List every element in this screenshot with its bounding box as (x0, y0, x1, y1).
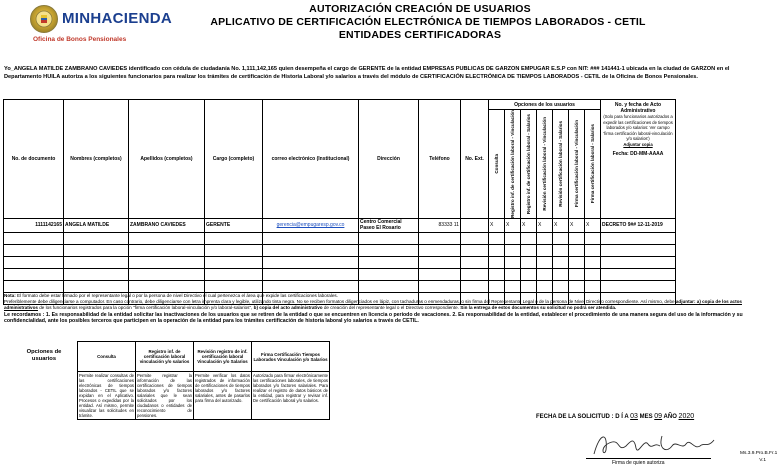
cell-acto: DECRETO 9## 12-11-2019 (601, 218, 676, 232)
brand-name: MINHACIENDA (62, 10, 172, 27)
fecha-anio-label: AÑO (663, 414, 677, 420)
cell-mark-1: X (489, 218, 505, 232)
form-code-line-2: V.1 (759, 458, 766, 463)
cell-mark-7: X (585, 218, 601, 232)
cell-apellidos: ZAMBRANO CAVIEDES (129, 218, 205, 232)
option-header-5: Revisión certificación laboral - Salarios (553, 110, 569, 219)
signature-image (590, 428, 720, 458)
options-header-firma: Firma Certificación Tiempos Laborados Vinculación y/o Salarios (252, 342, 330, 372)
cell-doc: 1111142165 (4, 218, 64, 232)
acto-note: (Solo para funcionarios autorizados a expedir las certificaciones de tiempos laborados y/o salarios: Ver campo 'firma certificación laboral-vinculación y/o salarios') (603, 114, 673, 141)
fecha-mes-label: MES (639, 414, 653, 420)
office-name: Oficina de Bonos Pensionales (33, 36, 127, 43)
acto-fecha-format: Fecha: DD-MM-AAAA (612, 151, 664, 157)
nota-text: El formato debe estar firmado por el representante legal o por la persona de nivel Directivo el cual pertenezca el área que expide las certificaciones laborales. (17, 293, 339, 298)
form-code-line-1: Ms.3.9.Pro.B.Fr.1 (740, 451, 777, 456)
header-apellidos: Apellidos (completos) (129, 100, 205, 219)
table-row (4, 232, 676, 244)
options-desc-consulta: Permite realizar consultas de las certificaciones electrónicas de tiempos laborados - CETIL que se expidan en el Aplicativo. Procesos o expedidas por la entidad. Así mismo, permite visualizar las solicitudes en trámite. (79, 373, 134, 418)
option-header-3: Registro inf. de certificación laboral - Salarios (521, 110, 537, 219)
header-opciones: Opciones de los usuarios (489, 100, 601, 110)
fecha-mes: 09 (654, 413, 663, 420)
header-cargo: Cargo (completo) (205, 100, 263, 219)
options-header-revision: Revisión registro de inf. certificación laboral Vinculación y/o Salarios (194, 342, 252, 372)
table-row (4, 280, 676, 292)
cell-direccion: Centro Comercial Paseo El Rosario (359, 218, 419, 232)
cell-ext (461, 218, 489, 232)
cell-mark-5: X (553, 218, 569, 232)
options-label: Opciones de usuarios (26, 349, 62, 362)
instructions-adjuntar: adjuntar: a) copia de los actos administrativos (4, 299, 742, 311)
signature-label: Firma de quien autoriza (612, 460, 665, 466)
option-header-7: Firma certificación laboral - Salarios (585, 110, 601, 219)
users-table (3, 99, 676, 305)
table-row (4, 244, 676, 256)
ministry-seal-icon (30, 5, 58, 33)
doc-title-line-2: APLICATIVO DE CERTIFICACIÓN ELECTRÓNICA DE TIEMPOS LABORADOS - CETIL (210, 16, 646, 28)
options-desc-firma: Autorizado para firmar electrónicamente las certificaciones laborales, de tiempos laborados y/o factores salariales. Para realizar el registro de datos básicos de la entidad, para registrar y revisar inf. De certificación laboral y/o salarios. (252, 372, 330, 420)
cell-mark-6: X (569, 218, 585, 232)
acto-adjuntar: Adjuntar copia (623, 141, 653, 147)
option-header-6: Firma certificación laboral - Vinculación (569, 110, 585, 219)
header-doc: No. de documento (4, 100, 64, 219)
options-header-registro: Registro inf. de certificación laboral vinculación y/o salarios (136, 342, 194, 372)
nota-label: Nota: (4, 293, 16, 298)
reminder-label: Le recordamos : (4, 311, 45, 318)
header-direccion: Dirección (359, 100, 419, 219)
email-link[interactable]: gerencia@empugaresp.gov.co (276, 222, 345, 229)
fecha-anio: 2020 (678, 413, 695, 420)
cell-mark-3: X (521, 218, 537, 232)
instructions-text-d: b) copia del acto administrativo (253, 305, 323, 311)
options-desc-registro: Permite registrar la información de las certificaciones de tiempos laborados y/o factores salariales que le sean solicitados por los ciudadanos o entidades de reconocimiento de pensiones. (137, 373, 192, 418)
signature-line (586, 458, 711, 459)
table-row (4, 218, 676, 232)
request-date (536, 413, 694, 420)
option-header-2: Registro inf. de certificación laboral - Vinculación (505, 110, 521, 219)
instructions-text: Preferiblemente debe diligenciarse a computador. En caso contrario, debe diligenciarse con letra imprenta clara y legible, utilizando tinta negra. No se reciben formatos diligenciados en lápiz, con tachaduras o enmendaduras, o sin firma del Representante Legal o de la persona de Nivel Directivo correspondiente. Así mismo, debe (4, 299, 675, 305)
header-correo: correo electrónico (Institucional) (263, 100, 359, 219)
cell-nombres: ANGELA MATILDE (64, 218, 129, 232)
authorization-paragraph: Yo_ANGELA MATILDE ZAMBRANO CAVIEDES identificado con cédula de ciudadanía No. 1,111,142,165 quien desempeña el cargo de GERENTE de la entidad EMPRESAS PUBLICAS DE GARZON EMPUGAR E.S.P con NIT: ### 141441-1 ubicada en la ciudad de GARZON en el Departamento HUILA autoriza a los siguientes funcionarios para realizar los trámites de certificación de Historia Laboral y/o salarios a través del módulo de CERTIFICACIÓN ELECTRÓNICA DE TIEMPOS LABORADOS - CETIL de la Oficina de Bonos Pensionales. (4, 66, 730, 80)
fecha-dia: 03 (630, 413, 638, 420)
option-header-4: Revisión certificación laboral - Vinculación (537, 110, 553, 219)
instructions-text-e: de creación del representante legal o el Directivo correspondiente. (323, 305, 459, 311)
header-nombres: Nombres (completos) (64, 100, 129, 219)
options-header-consulta: Consulta (78, 342, 136, 372)
instructions-text-c: de los funcionarios registrados para la opción "firma certificación laboral-vinculación y/o laboral-salarios", (39, 305, 253, 311)
doc-title-line-3: ENTIDADES CERTIFICADORAS (338, 29, 502, 41)
options-table (77, 341, 330, 420)
header-acto (601, 100, 676, 219)
table-row (4, 256, 676, 268)
option-header-1: Consulta (489, 110, 505, 219)
options-desc-revision: Permite verificar los datos registrados de información de certificaciones de tiempos laborados y/o factores salariales, antes de pasarlos para firma del autorizado. (194, 372, 252, 420)
header-ext: No. Ext. (461, 100, 489, 219)
acto-title: No. y fecha de Acto Administrativo (614, 102, 662, 114)
instructions-text-f: Sin la entrega de estos documentos su solicitud no podrá ser atendida. (460, 305, 617, 311)
notes-section (4, 293, 764, 324)
cell-mark-2: X (505, 218, 521, 232)
cell-mark-4: X (537, 218, 553, 232)
fecha-label: FECHA DE LA SOLICITUD : D Í A (536, 414, 629, 420)
form-code (740, 450, 777, 464)
cell-telefono: 83333 11 (419, 218, 461, 232)
header-telefono: Teléfono (419, 100, 461, 219)
table-row (4, 268, 676, 280)
doc-title-line-1: AUTORIZACIÓN CREACIÓN DE USUARIOS (309, 3, 531, 15)
reminder-text: 1. Es responsabilidad de la entidad solicitar las inactivaciones de los usuarios que se retiren de la entidad o que se encuentren en licencia o periodo de vacaciones. 2. Es responsabilidad de la entidad, establecer el procedimiento de una manera segura del uso de la información y su confidencialidad, ante los posibles terceros que participen en la operación de la entidad para los trámites certificación de historia laboral y/o salarios a través de CETIL. (4, 311, 743, 324)
cell-cargo: GERENTE (205, 218, 263, 232)
